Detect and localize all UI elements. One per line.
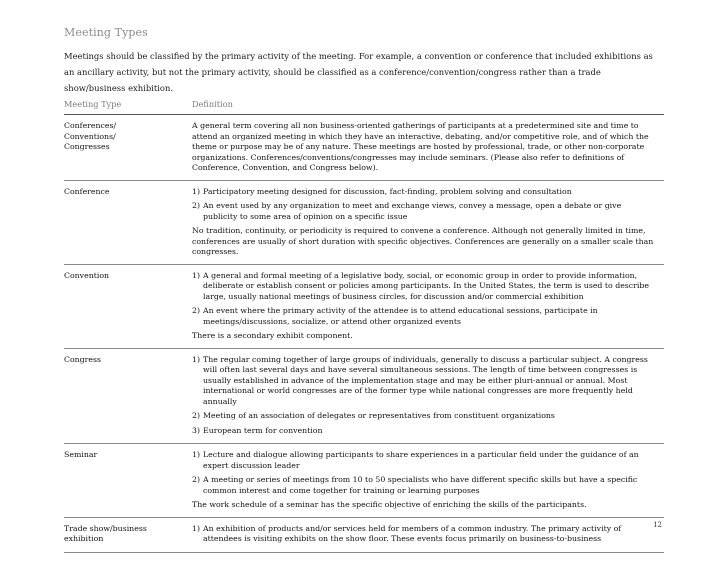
- meeting-type-term: Trade show/business exhibition: [64, 523, 147, 543]
- definition-item: [192, 475, 654, 496]
- definition-item: [192, 524, 654, 545]
- meeting-type-term: Conferences/ Conventions/ Congresses: [64, 121, 117, 151]
- item-number: 1): [192, 523, 201, 533]
- definition-paragraph: The work schedule of a seminar has the specific objective of enriching the skills of the participants.: [192, 500, 587, 509]
- definition-cell: [192, 518, 654, 552]
- item-text: An event used by any organization to meet and exchange views, convey a message, open a debate or give publicity to some area of opinion on a specific issue: [203, 201, 622, 221]
- definition-item: [192, 450, 654, 471]
- table-row: [64, 518, 664, 553]
- item-text: European term for convention: [203, 425, 323, 435]
- definition-item: [192, 306, 654, 327]
- definition-cell: [192, 265, 654, 348]
- meeting-type-term: Conference: [64, 186, 110, 196]
- item-text: An event where the primary activity of the attendee is to attend educational sessions, participate in meetings/discussions, socialize, or attend other organized events: [203, 306, 598, 326]
- definition-item: [192, 426, 654, 437]
- item-text: A general and formal meeting of a legislative body, social, or economic group in order to provide information, deliberate or establish consent or policies among participants. In the United States, the term is used to describe large, usually national meetings of business circles, for discussion and/or commercial exhibition: [203, 270, 650, 301]
- item-number: 2): [192, 201, 201, 210]
- item-number: 2): [192, 306, 201, 315]
- meeting-type-term: Congress: [64, 354, 102, 364]
- table-row: [64, 181, 664, 265]
- definition-paragraph: No tradition, continuity, or periodicity is required to convene a conference. Although not generally limited in time, conferences are usually of short duration with specific objectives. Conferences are generally on a smaller scale than congresses.: [192, 226, 654, 256]
- item-number: 3): [192, 425, 201, 435]
- item-text: Participatory meeting designed for discussion, fact-finding, problem solving and consultation: [203, 186, 572, 196]
- page-title: Meeting Types: [64, 26, 148, 39]
- item-text: Lecture and dialogue allowing participants to share experiences in a particular field under the guidance of an expert discussion leader: [203, 450, 639, 470]
- item-number: 2): [192, 411, 201, 420]
- table-row: [64, 265, 664, 349]
- item-text: Meeting of an association of delegates or representatives from constituent organizations: [203, 411, 555, 420]
- item-number: 1): [192, 450, 201, 459]
- definition-cell: [192, 444, 654, 517]
- item-text: The regular coming together of large groups of individuals, generally to discuss a particular subject. A congress will often last several days and have several simultaneous sessions. The length of time between congresses is usually established in advance of the implementation stage and may be either pluri-annual or annual. Most international or world congresses are of the former type while national congresses are more frequently held annually: [203, 354, 648, 406]
- table-row: [64, 115, 664, 181]
- table-row: [64, 349, 664, 445]
- definition-item: [192, 201, 654, 222]
- header-definition: Definition: [192, 99, 233, 109]
- definition-item: [192, 187, 654, 198]
- item-text: An exhibition of products and/or services held for members of a common industry. The primary activity of attendees is visiting exhibits on the show floor. These events focus primarily on business-to-business: [203, 523, 622, 543]
- item-text: A meeting or series of meetings from 10 to 50 specialists who have different specific skills but have a specific common interest and come together for training or learning purposes: [203, 475, 638, 495]
- header-meeting-type: Meeting Type: [64, 99, 122, 109]
- meeting-type-term: Convention: [64, 270, 110, 280]
- item-number: 1): [192, 186, 201, 196]
- intro-paragraph: Meetings should be classified by the primary activity of the meeting. For example, a convention or conference that included exhibitions as an ancillary activity, but not the primary activity, should be classified as a conference/convention/congress rather than a trade show/business exhibition.: [64, 51, 653, 93]
- table-body: [64, 115, 664, 553]
- definition-paragraph: There is a secondary exhibit component.: [192, 331, 353, 340]
- definition-item: [192, 355, 654, 408]
- definition-cell: [192, 181, 654, 264]
- definition-item: [192, 411, 654, 422]
- definition-item: [192, 271, 654, 303]
- item-number: 1): [192, 354, 201, 364]
- page-number: 12: [653, 521, 662, 529]
- definition-paragraph: A general term covering all non business-oriented gatherings of participants at a predetermined site and time to attend an organized meeting in which they have an interactive, debating, and/or competitive role, and of which the theme or purpose may be of any nature. These meetings are hosted by professional, trade, or other non-corporate organizations. Conferences/conventions/congresses may include seminars. (Please also refer to definitions of Conference, Convention, and Congress below).: [192, 121, 649, 172]
- meeting-type-term: Seminar: [64, 450, 98, 459]
- item-number: 1): [192, 270, 201, 280]
- definition-cell: [192, 115, 654, 180]
- definition-cell: [192, 349, 654, 444]
- item-number: 2): [192, 475, 201, 484]
- table-row: [64, 444, 664, 518]
